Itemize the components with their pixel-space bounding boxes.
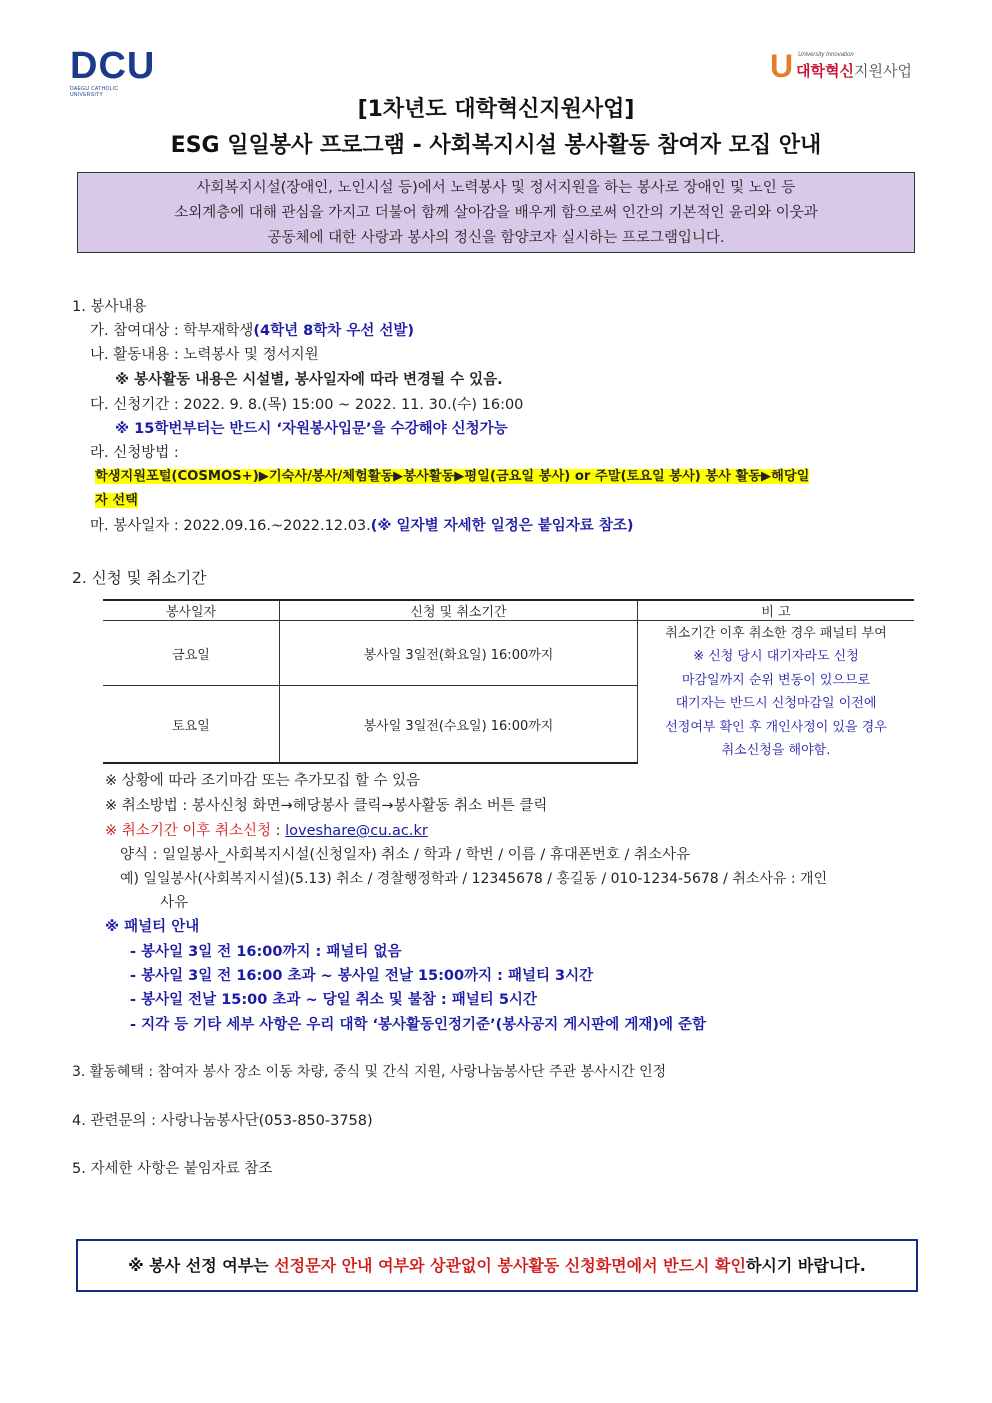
method-path-line1: 학생지원포털(COSMOS+)▶기숙사/봉사/체험활동▶봉사활동▶평일(금요일 봉사) or 주말(토요일 봉사) 봉사 활동▶해당일: [95, 469, 810, 484]
email-link[interactable]: loveshare@cu.ac.kr: [285, 823, 428, 839]
table-cell-day: 금요일: [103, 621, 280, 686]
penalty-heading: ※ 패널티 안내: [105, 919, 200, 935]
target-label: 가. 참여대상 : 학부재학생: [90, 323, 254, 339]
section1-method-path: [95, 466, 809, 488]
ui-logo-caption: University Innovation: [798, 52, 854, 58]
note-late-cancel: [105, 820, 428, 842]
section1-target: [90, 320, 414, 342]
cancel-example-cont: 사유: [160, 895, 189, 911]
note-line: 대기자는 반드시 신청마감일 이전에: [675, 696, 877, 711]
intro-line: 사회복지시설(장애인, 노인시설 등)에서 노력봉사 및 정서지원을 하는 봉사로 장애인 및 노인 등: [196, 180, 796, 196]
note-line: 취소신청을 해야함.: [721, 743, 831, 758]
section3-benefits: 3. 활동혜택 : 참여자 봉사 장소 이동 차량, 중식 및 간식 지원, 사랑나눔봉사단 주관 봉사시간 인정: [72, 1064, 667, 1080]
section1-heading: 1. 봉사내용: [72, 299, 147, 315]
document-title-line1: [1차년도 대학혁신지원사업]: [357, 97, 635, 122]
final-notice-part3: 하시기 바랍니다.: [745, 1256, 866, 1275]
late-cancel-sep: :: [271, 823, 286, 839]
note-line: 취소기간 이후 취소한 경우 패널티 부여: [665, 625, 887, 641]
intro-line: 소외계층에 대해 관심을 가지고 더불어 함께 살아감을 배우게 함으로써 인간의 기본적인 윤리와 이웃과: [174, 205, 818, 221]
ui-logo-name: [796, 62, 912, 80]
final-notice-box: [76, 1239, 918, 1292]
penalty-item: - 봉사일 3일 전 16:00까지 : 패널티 없음: [130, 944, 402, 960]
section1-period-note: ※ 15학번부터는 반드시 ‘자원봉사입문’을 수강해야 신청가능: [115, 421, 508, 437]
section2-heading: 2. 신청 및 취소기간: [72, 569, 207, 587]
table-header-row: [103, 600, 914, 621]
ui-logo-name-gray: 지원사업: [853, 62, 912, 80]
section1-period: 다. 신청기간 : 2022. 9. 8.(목) 15:00 ~ 2022. 11. 30.(수) 16:00: [90, 397, 524, 413]
dcu-logo-subtitle: DAEGU CATHOLIC UNIVERSITY: [70, 86, 119, 98]
section1-method: 라. 신청방법 :: [90, 445, 179, 461]
note-line: 마감일까지 순위 변동이 있으므로: [681, 672, 871, 688]
dates-note: (※ 일자별 자세한 일정은 붙임자료 참조): [370, 518, 634, 534]
schedule-table: [103, 599, 914, 764]
cancel-format: 양식 : 일일봉사_사회복지시설(신청일자) 취소 / 학과 / 학번 / 이름 / 휴대폰번호 / 취소사유: [120, 847, 691, 863]
ui-logo-name-red: 대학혁신: [796, 62, 854, 80]
late-cancel-label: ※ 취소기간 이후 취소신청: [105, 823, 272, 839]
table-header: 봉사일자: [103, 600, 280, 621]
document-title-line2: ESG 일일봉사 프로그램 - 사회복지시설 봉사활동 참여자 모집 안내: [170, 133, 822, 158]
method-path-line2: 자 선택: [95, 493, 138, 508]
section1-activity: 나. 활동내용 : 노력봉사 및 정서지원: [90, 347, 319, 363]
table-cell-note: [638, 621, 915, 764]
dcu-logo: [70, 45, 156, 98]
section1-method-path-cont: [95, 490, 138, 512]
penalty-item: - 봉사일 전날 15:00 초과 ~ 당일 취소 및 불참 : 패널티 5시간: [130, 992, 537, 1008]
penalty-item: - 봉사일 3일 전 16:00 초과 ~ 봉사일 전날 15:00까지 : 패널티 3시간: [130, 968, 594, 984]
penalty-item: - 지각 등 기타 세부 사항은 우리 대학 ‘봉사활동인정기준’(봉사공지 게시판에 게재)에 준함: [130, 1017, 707, 1033]
note-early-close: ※ 상황에 따라 조기마감 또는 추가모집 할 수 있음: [105, 773, 421, 789]
table-cell-day: 토요일: [103, 686, 280, 764]
ui-logo-mark: U: [770, 48, 794, 84]
dates-label: 마. 봉사일자 : 2022.09.16.~2022.12.03.: [90, 518, 371, 534]
intro-line: 공동체에 대한 사랑과 봉사의 정신을 함양코자 실시하는 프로그램입니다.: [267, 230, 725, 246]
table-header: 비 고: [638, 600, 915, 621]
university-innovation-logo: [770, 50, 930, 86]
final-notice-emphasis: 선정문자 안내 여부와 상관없이 봉사활동 신청화면에서 반드시 확인: [274, 1256, 746, 1275]
table-row: [103, 621, 914, 686]
section1-activity-note: ※ 봉사활동 내용은 시설별, 봉사일자에 따라 변경될 수 있음.: [115, 372, 503, 388]
section1-dates: [90, 515, 633, 537]
final-notice-part1: ※ 봉사 선정 여부는: [128, 1256, 275, 1275]
target-note: (4학년 8학차 우선 선발): [253, 323, 415, 339]
table-cell-period: 봉사일 3일전(수요일) 16:00까지: [280, 686, 638, 764]
note-line: ※ 신청 당시 대기자라도 신청: [693, 649, 859, 664]
section5-reference: 5. 자세한 사항은 붙임자료 참조: [72, 1161, 273, 1177]
intro-box: [77, 172, 915, 253]
section4-inquiry: 4. 관련문의 : 사랑나눔봉사단(053-850-3758): [72, 1113, 373, 1129]
note-line: 선정여부 확인 후 개인사정이 있을 경우: [665, 719, 887, 735]
table-header: 신청 및 취소기간: [280, 600, 638, 621]
dcu-logo-mark: DCU: [70, 45, 156, 87]
cancel-example: 예) 일일봉사(사회복지시설)(5.13) 취소 / 경찰행정학과 / 12345678 / 홍길동 / 010-1234-5678 / 취소사유 : 개인: [120, 871, 828, 887]
note-cancel-method: ※ 취소방법 : 봉사신청 화면→해당봉사 클릭→봉사활동 취소 버튼 클릭: [105, 798, 548, 814]
table-cell-period: 봉사일 3일전(화요일) 16:00까지: [280, 621, 638, 686]
